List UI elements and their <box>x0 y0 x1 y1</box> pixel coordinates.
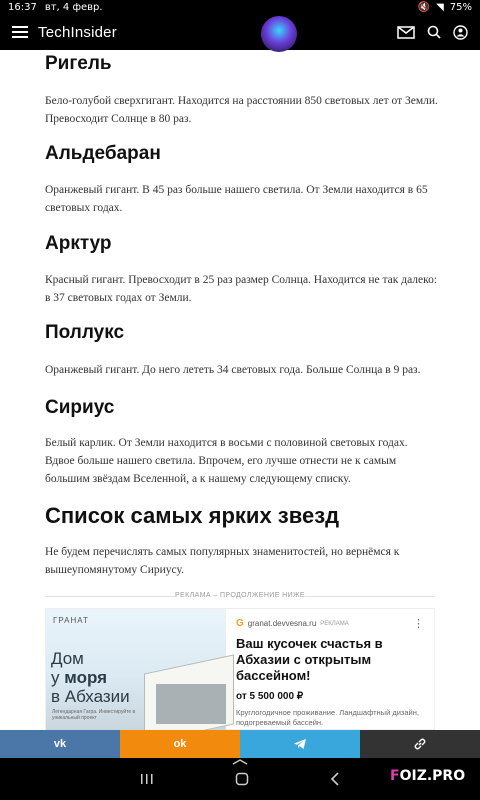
section-text-sirius: Белый карлик. От Земли находится в восьми с половиной световых годах. Вдвое больше нашего светила. Впрочем, его лучше отнести не к самым большим звёздам Вселенной, а к нашему следующему списку. <box>45 437 408 485</box>
user-icon[interactable] <box>453 25 468 40</box>
section-text-arcturus: Красный гигант. Превосходит в 25 раз размер Солнца. Находится не так далеко: в 37 световых годах от Земли. <box>45 274 438 304</box>
link-icon <box>414 738 426 750</box>
share-telegram-button[interactable] <box>240 730 360 758</box>
mute-icon: 🔇 <box>417 1 431 13</box>
recent-apps-icon[interactable] <box>140 773 154 785</box>
list-heading: Список самых ярких звезд <box>45 503 340 528</box>
ad-image[interactable] <box>46 609 226 731</box>
back-icon[interactable] <box>330 772 340 786</box>
ad-source-icon: G <box>236 618 244 629</box>
share-ok-button[interactable] <box>120 730 240 758</box>
ad-price: от 5 500 000 ₽ <box>236 691 304 702</box>
search-icon[interactable] <box>427 25 441 39</box>
ad-text <box>226 609 434 729</box>
promo-badge[interactable] <box>261 16 297 52</box>
ad-image-logo: ГРАНАТ <box>53 616 89 625</box>
section-text-aldebaran: Оранжевый гигант. В 45 раз больше нашего светила. От Земли находится в 65 световых годах. <box>45 184 428 214</box>
ok-icon: ok <box>173 738 187 750</box>
section-title-sirius: Сириус <box>45 397 115 418</box>
status-time: 16:37 <box>8 1 37 13</box>
ad-caption: РЕКЛАМА – ПРОДОЛЖЕНИЕ НИЖЕ <box>45 592 435 599</box>
section-title-aldebaran: Альдебаран <box>45 143 161 164</box>
more-options-icon[interactable]: ⋮ <box>413 618 424 630</box>
vk-icon: vk <box>53 738 67 750</box>
chevron-up-icon[interactable] <box>232 759 248 765</box>
ad-tag: РЕКЛАМА <box>320 620 349 627</box>
ad-headline[interactable]: Ваш кусочек счастья в Абхазии с открытым бассейном! <box>236 636 383 683</box>
share-vk-button[interactable] <box>0 730 120 758</box>
section-title-arcturus: Арктур <box>45 233 112 254</box>
ad-banner[interactable] <box>45 608 435 730</box>
ad-source[interactable]: granat.devvesna.ru <box>247 619 317 628</box>
section-text-rigel: Бело-голубой сверхгигант. Находится на расстоянии 850 световых лет от Земли. Превосходит Солнце в 80 раз. <box>45 95 438 125</box>
status-bar <box>0 0 480 14</box>
site-header <box>0 14 480 50</box>
section-text-pollux: Оранжевый гигант. До него лететь 34 световых года. Больше Солнца в 9 раз. <box>45 364 421 376</box>
share-bar <box>0 730 480 758</box>
watermark: FOIZ.PRO <box>390 768 466 784</box>
menu-icon[interactable] <box>12 26 28 38</box>
ad-image-small-text: Легендарная Гагра. Инвестируйте в уникальный проект <box>52 709 136 721</box>
ad-description: Круглогодичное проживание. Ландшафтный дизайн, подогреваемый бассейн. <box>236 708 419 727</box>
site-logo[interactable]: TechInsider <box>38 23 117 41</box>
share-link-button[interactable] <box>360 730 480 758</box>
ad-image-headline: Дом у моря в Абхазии <box>51 649 130 706</box>
wifi-icon: ◥ <box>436 1 444 13</box>
telegram-icon <box>294 739 306 749</box>
list-intro: Не будем перечислять самых популярных знаменитостей, но вернёмся к вышеупомянутому Сириусу. <box>45 546 400 576</box>
home-icon[interactable] <box>235 772 249 786</box>
building-shape-lower <box>156 684 226 724</box>
section-title-pollux: Поллукс <box>45 322 125 343</box>
status-date: вт, 4 февр. <box>44 1 103 13</box>
mail-icon[interactable] <box>397 26 415 39</box>
battery-level: 75% <box>449 1 472 13</box>
section-title-rigel: Ригель <box>45 53 112 74</box>
